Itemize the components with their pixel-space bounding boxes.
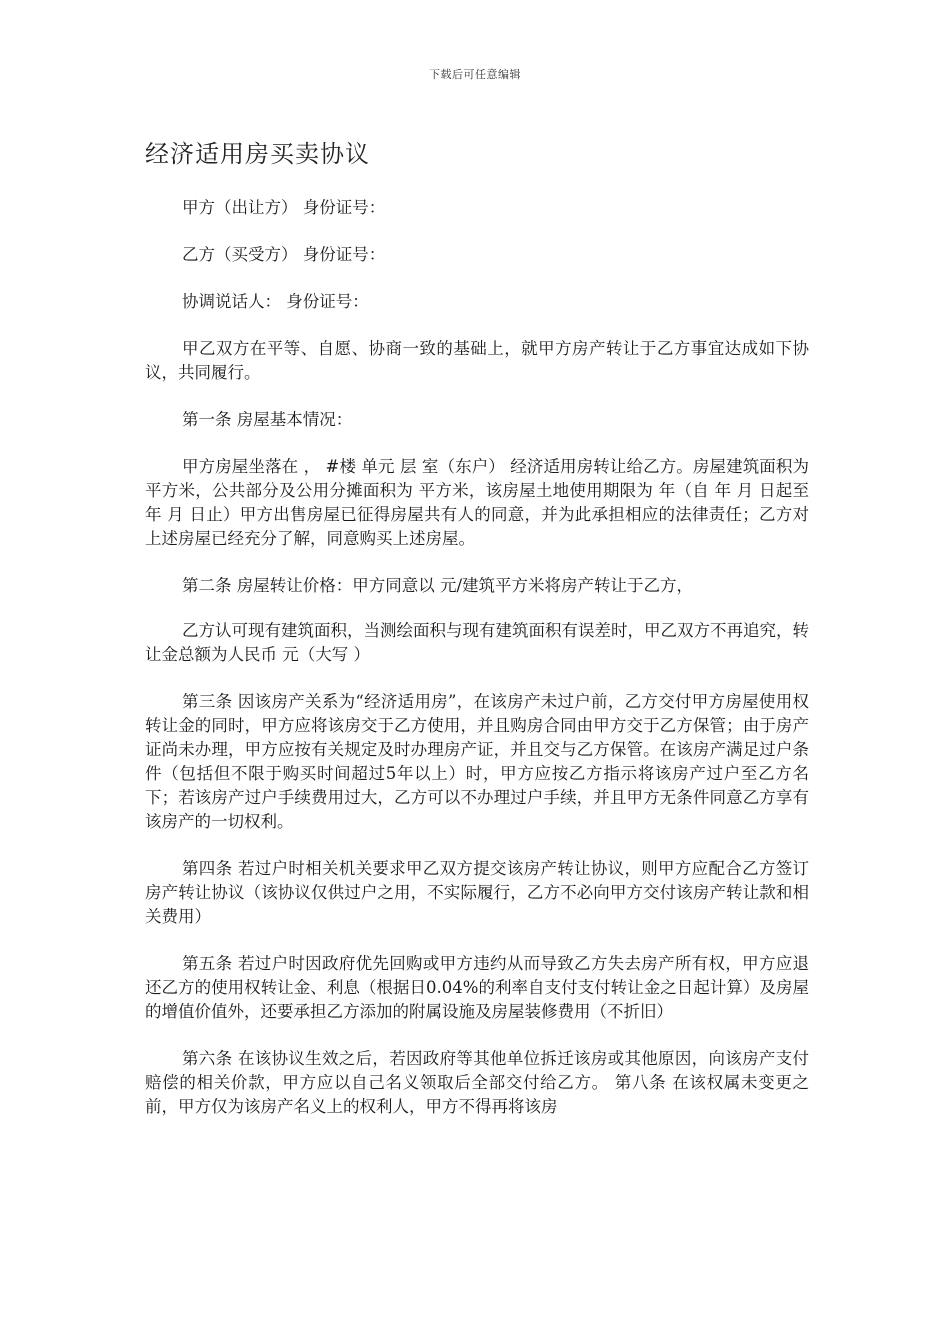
party-a-line: 甲方（出让方） 身份证号： <box>182 198 386 217</box>
article-5-paragraph: 第五条 若过户时因政府优先回购或甲方违约从而导致乙方失去房产所有权，甲方应退还乙方的使用权转让金、利息（根据日0.04%的利率自支付支付转让金之日起计算）及房屋的增值价值外，还要承担乙方添加的附属设施及房屋装修费用（不折旧） <box>145 954 809 1021</box>
header-note: 下载后可任意编辑 <box>429 68 521 81</box>
mediator-line: 协调说话人： 身份证号： <box>182 292 369 311</box>
article-3-paragraph: 第三条 因该房产关系为“经济适用房”，在该房产未过户前，乙方交付甲方房屋使用权转让金的同时，甲方应将该房交于乙方使用，并且购房合同由甲方交于乙方保管；由于房产证尚未办理，甲方应按有关规定及时办理房产证，并且交与乙方保管。在该房产满足过户条件（包括但不限于购买时间超过5年以上）时，甲方应按乙方指示将该房产过户至乙方名下；若该房产过户手续费用过大，乙方可以不办理过户手续，并且甲方无条件同意乙方享有该房产的一切权利。 <box>145 692 809 831</box>
article-1-heading: 第一条 房屋基本情况： <box>182 410 353 429</box>
document-title: 经济适用房买卖协议 <box>145 140 370 168</box>
document-body <box>145 196 809 1142</box>
article-4-paragraph: 第四条 若过户时相关机关要求甲乙双方提交该房产转让协议，则甲方应配合乙方签订房产转让协议（该协议仅供过户之用，不实际履行，乙方不必向甲方交付该房产转让款和相关费用） <box>145 859 809 926</box>
preamble-paragraph: 甲乙双方在平等、自愿、协商一致的基础上，就甲方房产转让于乙方事宜达成如下协议，共同履行。 <box>145 339 809 382</box>
article-2-continued: 乙方认可现有建筑面积，当测绘面积与现有建筑面积有误差时，甲乙双方不再追究，转让金总额为人民币 元（大写 ） <box>145 621 809 664</box>
party-b-line: 乙方（买受方） 身份证号： <box>182 245 386 264</box>
article-6-paragraph: 第六条 在该协议生效之后，若因政府等其他单位拆迁该房或其他原因，向该房产支付赔偿的相关价款，甲方应以自己名义领取后全部交付给乙方。 第八条 在该权属未变更之前，甲方仅为该房产名义上的权利人，甲方不得再将该房 <box>145 1049 809 1116</box>
article-1-body: 甲方房屋坐落在 ， #楼 单元 层 室（东户） 经济适用房转让给乙方。房屋建筑面积为 平方米，公共部分及公用分摊面积为 平方米，该房屋土地使用期限为 年（自 年 月 日起至 年 月 日止）甲方出售房屋已征得房屋共有人的同意，并为此承担相应的法律责任；乙方对上述房屋已经充分了解，同意购买上述房屋。 <box>145 457 809 548</box>
article-2-paragraph: 第二条 房屋转让价格：甲方同意以 元/建筑平方米将房产转让于乙方， <box>182 576 694 595</box>
